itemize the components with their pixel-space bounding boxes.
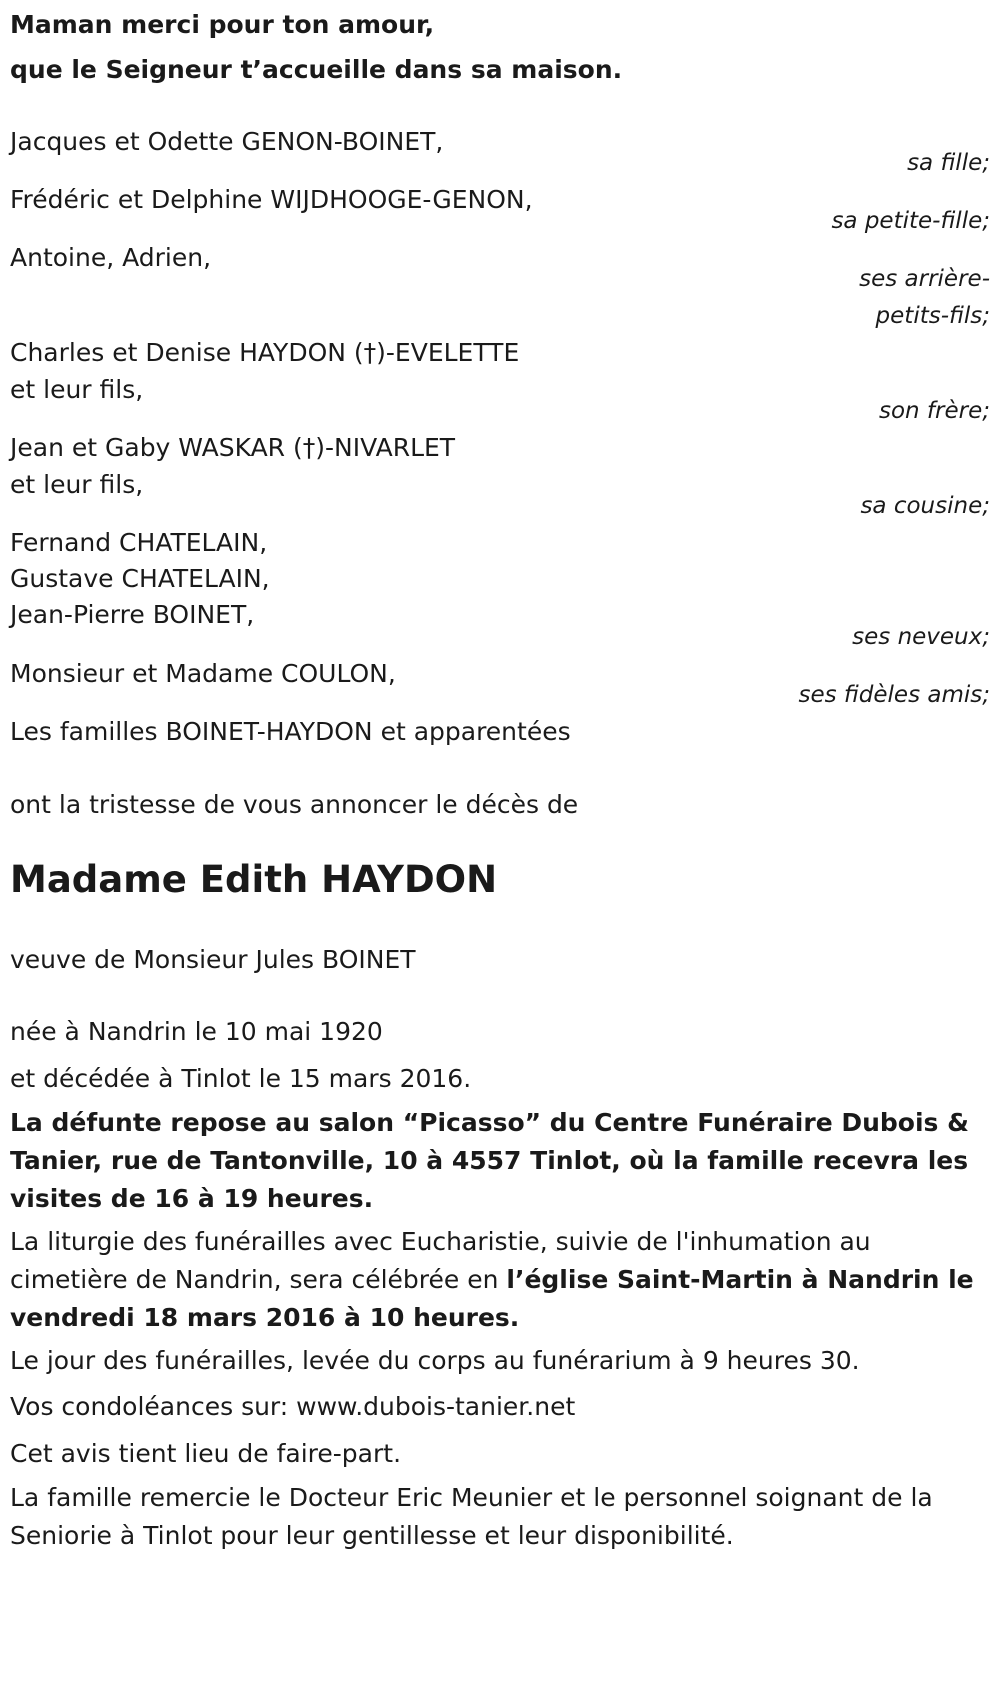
liturgy-paragraph xyxy=(10,1223,985,1337)
family-relation: ses fidèles amis; xyxy=(798,682,990,708)
family-name-line: Jean-Pierre BOINET, xyxy=(10,600,255,629)
family-name-line: Jean et Gaby WASKAR (†)-NIVARLET xyxy=(10,433,456,462)
family-name-line: Gustave CHATELAIN, xyxy=(10,564,270,593)
wake-paragraph: La défunte repose au salon “Picasso” du Centre Funéraire Dubois & Tanier, rue de Tantonville, 10 à 4557 Tinlot, où la famille recevra les visites de 16 à 19 heures. xyxy=(10,1108,969,1213)
death-info: et décédée à Tinlot le 15 mars 2016. xyxy=(10,1064,472,1093)
birth-info: née à Nandrin le 10 mai 1920 xyxy=(10,1017,383,1046)
family-name-line: Les familles BOINET-HAYDON et apparentées xyxy=(10,717,571,746)
notice-text: Cet avis tient lieu de faire-part. xyxy=(10,1439,402,1468)
family-name-line: Charles et Denise HAYDON (†)-EVELETTE xyxy=(10,338,520,367)
condolences-info: Vos condoléances sur: www.dubois-tanier.net xyxy=(10,1392,576,1421)
family-name-line: Fernand CHATELAIN, xyxy=(10,528,268,557)
liturgy-church-date: l’église Saint-Martin à Nandrin le vendredi 18 mars 2016 à 10 heures. xyxy=(10,1265,974,1332)
family-relation: sa petite-fille; xyxy=(831,208,990,234)
family-relation: petits-fils; xyxy=(875,303,990,329)
header-line-2: que le Seigneur t’accueille dans sa maison. xyxy=(10,55,623,84)
family-name-line: Frédéric et Delphine WIJDHOOGE-GENON, xyxy=(10,185,533,214)
family-name-line: et leur fils, xyxy=(10,470,144,499)
family-relation: son frère; xyxy=(878,398,990,424)
family-name-line: Monsieur et Madame COULON, xyxy=(10,659,396,688)
thanks-paragraph: La famille remercie le Docteur Eric Meunier et le personnel soignant de la Seniorie à Tinlot pour leur gentillesse et leur disponibilité. xyxy=(10,1483,933,1550)
family-relation: ses arrière- xyxy=(859,266,990,292)
family-relation: ses neveux; xyxy=(852,624,990,650)
header-line-1: Maman merci pour ton amour, xyxy=(10,10,435,39)
family-relation: sa cousine; xyxy=(860,493,990,519)
announcement: ont la tristesse de vous annoncer le décès de xyxy=(10,790,579,819)
removal-info: Le jour des funérailles, levée du corps au funérarium à 9 heures 30. xyxy=(10,1346,860,1375)
family-name-line: Antoine, Adrien, xyxy=(10,243,212,272)
family-name-line: Jacques et Odette GENON-BOINET, xyxy=(10,127,444,156)
family-name-line: et leur fils, xyxy=(10,375,144,404)
widow-of: veuve de Monsieur Jules BOINET xyxy=(10,945,416,974)
family-relation: sa fille; xyxy=(907,150,990,176)
deceased-name: Madame Edith HAYDON xyxy=(10,858,498,901)
liturgy-text: La liturgie des funérailles avec Eucharistie, suivie de l'inhumation au cimetière de Nandrin, sera célébrée en xyxy=(10,1227,871,1294)
